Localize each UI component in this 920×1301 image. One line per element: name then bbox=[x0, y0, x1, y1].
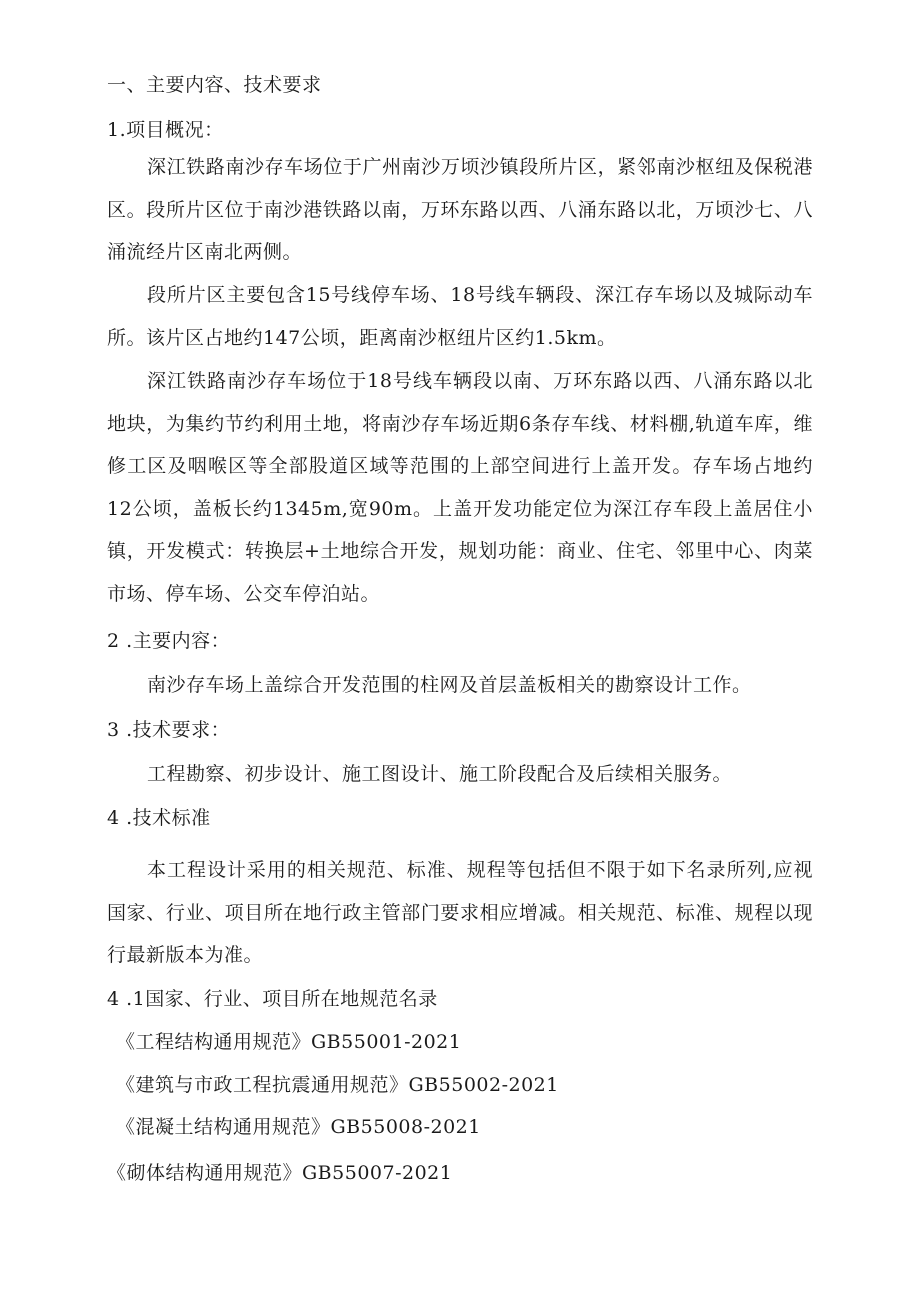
tech-requirements-heading: 3 .技术要求： bbox=[107, 719, 231, 741]
overview-paragraph-2: 段所片区主要包含15号线停车场、18号线车辆段、深江存车场以及城际动车所。该片区占地约147公顷，距离南沙枢纽片区约1.5km。 bbox=[107, 284, 813, 349]
tech-requirements-text: 工程勘察、初步设计、施工图设计、施工阶段配合及后续相关服务。 bbox=[147, 763, 733, 785]
norm-item: 《建筑与市政工程抗震通用规范》GB55002-2021 bbox=[116, 1074, 559, 1096]
norm-item: 《混凝土结构通用规范》GB55008-2021 bbox=[116, 1116, 481, 1138]
overview-heading: 1.项目概况： bbox=[107, 119, 224, 141]
tech-standards-heading: 4 .技术标准 bbox=[107, 807, 211, 829]
main-content-heading: 2 .主要内容： bbox=[107, 630, 231, 652]
overview-paragraph-1: 深江铁路南沙存车场位于广州南沙万顷沙镇段所片区，紧邻南沙枢纽及保税港区。段所片区位于南沙港铁路以南，万环东路以西、八涌东路以北，万顷沙七、八涌流经片区南北两侧。 bbox=[107, 156, 813, 263]
norms-heading: 4 .1国家、行业、项目所在地规范名录 bbox=[107, 988, 438, 1010]
tech-standards-paragraph: 本工程设计采用的相关规范、标准、规程等包括但不限于如下名录所列,应视国家、行业、项目所在地行政主管部门要求相应增减。相关规范、标准、规程以现行最新版本为准。 bbox=[107, 859, 813, 966]
main-content-text: 南沙存车场上盖综合开发范围的柱网及首层盖板相关的勘察设计工作。 bbox=[147, 674, 752, 696]
overview-paragraph-3: 深江铁路南沙存车场位于18号线车辆段以南、万环东路以西、八涌东路以北地块，为集约节约利用土地，将南沙存车场近期6条存车线、材料棚,轨道车库，维修工区及咽喉区等全部股道区域等范围的上部空间进行上盖开发。存车场占地约12公顷，盖板长约1345m,宽90m。上盖开发功能定位为深江存车段上盖居住小镇，开发模式：转换层+土地综合开发，规划功能：商业、住宅、邻里中心、肉菜市场、停车场、公交车停泊站。 bbox=[107, 370, 813, 605]
norm-item: 《工程结构通用规范》GB55001-2021 bbox=[116, 1031, 462, 1053]
section-heading: 一、主要内容、技术要求 bbox=[107, 74, 322, 96]
norm-item: 《砌体结构通用规范》GB55007-2021 bbox=[107, 1162, 453, 1184]
